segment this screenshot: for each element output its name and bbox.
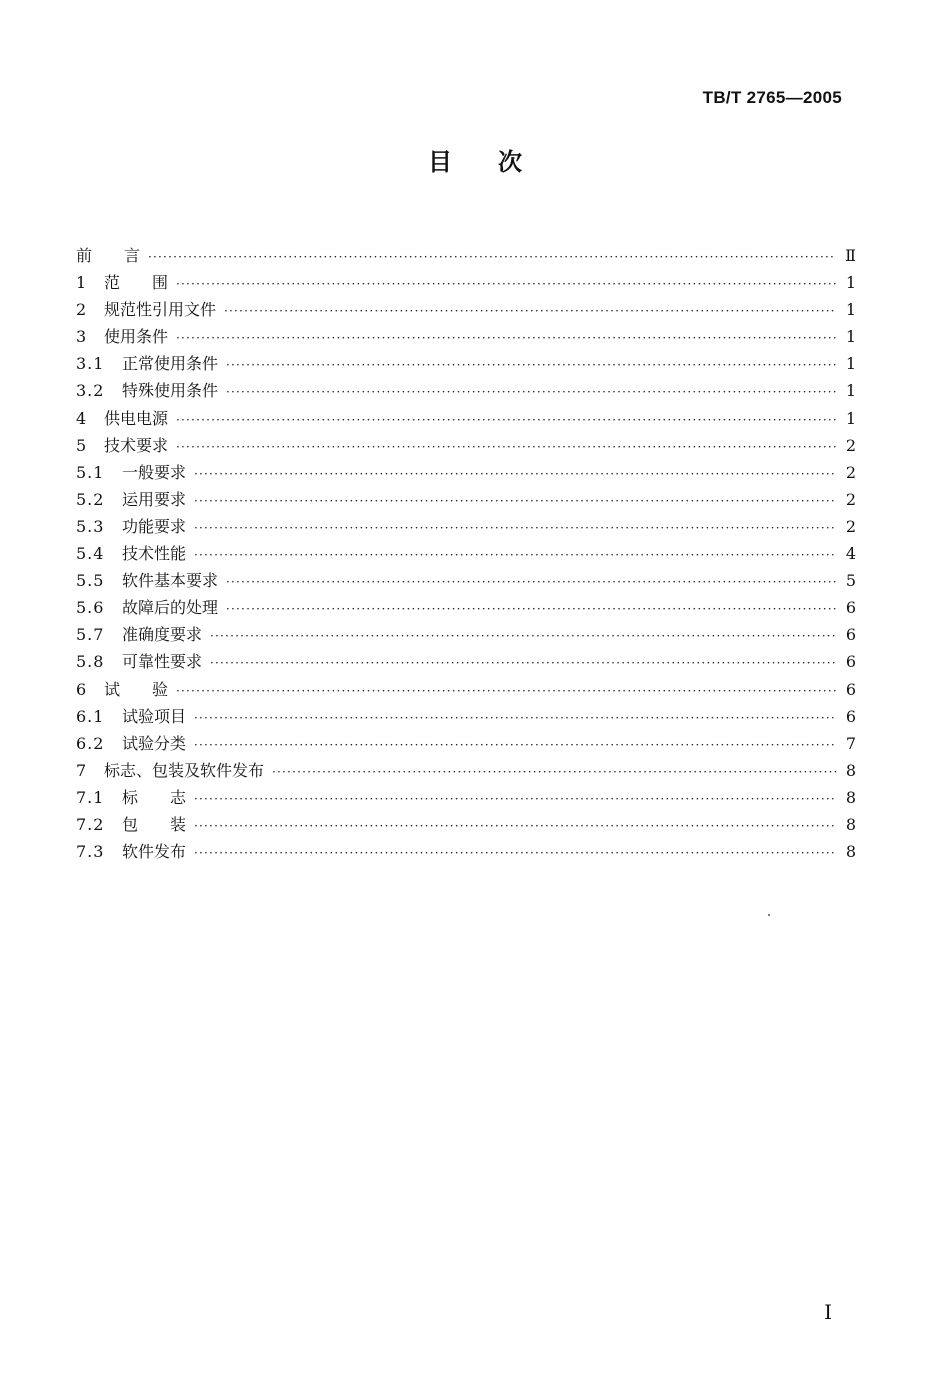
toc-entry-label: 可靠性要求 (122, 652, 203, 672)
toc-leader-dots (272, 759, 836, 786)
toc-entry-page: 8 (845, 842, 856, 862)
toc-entry-label: 规范性引用文件 (104, 300, 217, 320)
toc-leader-dots (226, 379, 836, 406)
toc-leader-dots (194, 488, 836, 515)
toc-entry-page: 6 (845, 706, 856, 726)
toc-entry[interactable] (76, 730, 856, 757)
toc-leader-dots (194, 813, 836, 840)
toc-entry-number: 5.2 (76, 489, 105, 509)
toc-entry[interactable] (76, 676, 856, 703)
toc-entry-label: 正常使用条件 (122, 354, 219, 374)
toc-entry[interactable] (76, 811, 856, 838)
toc-leader-dots (194, 461, 836, 488)
toc-leader-dots (226, 569, 836, 596)
page-title: 目次 (428, 148, 568, 176)
toc-entry-number: 3 (76, 327, 88, 347)
toc-entry-page: 1 (845, 354, 856, 374)
toc-entry-page: 6 (845, 598, 856, 618)
toc-leader-dots (176, 325, 836, 352)
toc-entry-label: 一般要求 (122, 462, 187, 482)
toc-entry-number: 5.3 (76, 516, 105, 536)
toc-entry-page: 1 (845, 381, 856, 401)
toc-entry[interactable] (76, 432, 856, 459)
toc-entry[interactable] (76, 513, 856, 540)
toc-entry-page: Ⅱ (845, 246, 856, 265)
toc-entry-page: 8 (845, 787, 856, 807)
toc-entry-label: 供电电源 (104, 408, 169, 428)
toc-entry-label: 范 围 (104, 273, 169, 293)
toc-entry-label: 标 志 (122, 787, 187, 807)
toc-entry-page: 6 (845, 625, 856, 645)
toc-entry-number: 4 (76, 408, 88, 428)
toc-entry-number: 5.4 (76, 544, 105, 564)
toc-entry-number: 7.2 (76, 814, 105, 834)
toc-entry-number: 3.1 (76, 354, 105, 374)
toc-leader-dots (194, 515, 836, 542)
toc-entry-label: 标志、包装及软件发布 (104, 760, 265, 780)
toc-entry[interactable] (76, 540, 856, 567)
toc-entry[interactable] (76, 703, 856, 730)
toc-leader-dots (176, 678, 836, 705)
toc-leader-dots (194, 732, 836, 759)
toc-leader-dots (176, 407, 836, 434)
scan-speck (768, 914, 770, 916)
toc-entry-number: 7 (76, 760, 88, 780)
toc-entry-label: 运用要求 (122, 489, 187, 509)
toc-entry-number: 2 (76, 300, 88, 320)
toc-entry-number: 5 (76, 435, 88, 455)
toc-entry-label: 特殊使用条件 (122, 381, 219, 401)
toc-entry-label: 故障后的处理 (122, 598, 219, 618)
toc-entry[interactable] (76, 648, 856, 675)
toc-entry-page: 8 (845, 760, 856, 780)
toc-entry-page: 1 (845, 408, 856, 428)
toc-entry[interactable] (76, 567, 856, 594)
toc-entry-number: 5.1 (76, 462, 105, 482)
toc-entry-label: 功能要求 (122, 516, 187, 536)
toc-entry-number: 5.5 (76, 571, 105, 591)
toc-leader-dots (148, 244, 836, 271)
toc-entry-page: 5 (845, 571, 856, 591)
toc-entry[interactable] (76, 486, 856, 513)
toc-entry-page: 1 (845, 273, 856, 293)
toc-entry-page: 2 (845, 462, 856, 482)
toc-entry[interactable] (76, 242, 856, 269)
toc-entry[interactable] (76, 838, 856, 865)
toc-entry-label: 软件发布 (122, 842, 187, 862)
toc-entry-label: 软件基本要求 (122, 571, 219, 591)
table-of-contents (76, 242, 856, 865)
toc-entry-number: 7.1 (76, 787, 105, 807)
toc-leader-dots (194, 840, 836, 867)
toc-entry[interactable] (76, 621, 856, 648)
toc-entry-number: 3.2 (76, 381, 105, 401)
toc-entry-number: 6 (76, 679, 88, 699)
toc-entry-number: 5.6 (76, 598, 105, 618)
toc-entry-label: 包 装 (122, 814, 187, 834)
toc-entry-label: 前 言 (76, 246, 141, 265)
toc-leader-dots (194, 786, 836, 813)
toc-entry-page: 6 (845, 679, 856, 699)
toc-entry-number: 6.1 (76, 706, 105, 726)
toc-entry-number: 5.8 (76, 652, 105, 672)
toc-entry[interactable] (76, 377, 856, 404)
toc-leader-dots (210, 623, 836, 650)
toc-entry[interactable] (76, 350, 856, 377)
toc-entry-page: 4 (845, 544, 856, 564)
toc-leader-dots (176, 434, 836, 461)
toc-entry-label: 准确度要求 (122, 625, 203, 645)
toc-entry-page: 2 (845, 489, 856, 509)
toc-entry-number: 7.3 (76, 842, 105, 862)
toc-entry-page: 8 (845, 814, 856, 834)
toc-entry[interactable] (76, 269, 856, 296)
toc-entry-number: 1 (76, 273, 88, 293)
page-number: I (824, 1300, 832, 1324)
toc-entry[interactable] (76, 784, 856, 811)
toc-entry-page: 2 (845, 435, 856, 455)
toc-entry-label: 试验分类 (122, 733, 187, 753)
toc-entry-number: 5.7 (76, 625, 105, 645)
toc-entry[interactable] (76, 757, 856, 784)
toc-entry[interactable] (76, 323, 856, 350)
toc-entry-label: 技术性能 (122, 544, 187, 564)
toc-entry-page: 6 (845, 652, 856, 672)
toc-entry-label: 使用条件 (104, 327, 169, 347)
toc-entry-page: 7 (845, 733, 856, 753)
toc-entry-label: 技术要求 (104, 435, 169, 455)
toc-entry-label: 试 验 (104, 679, 169, 699)
toc-leader-dots (194, 542, 836, 569)
toc-entry[interactable] (76, 405, 856, 432)
toc-entry[interactable] (76, 296, 856, 323)
toc-leader-dots (226, 596, 836, 623)
toc-entry-number: 6.2 (76, 733, 105, 753)
toc-entry[interactable] (76, 459, 856, 486)
toc-entry-page: 2 (845, 516, 856, 536)
toc-leader-dots (176, 271, 836, 298)
toc-entry-page: 1 (845, 300, 856, 320)
toc-leader-dots (224, 298, 836, 325)
toc-entry-label: 试验项目 (122, 706, 187, 726)
toc-entry[interactable] (76, 594, 856, 621)
toc-leader-dots (210, 650, 836, 677)
toc-leader-dots (226, 352, 836, 379)
toc-leader-dots (194, 705, 836, 732)
standard-code: TB/T 2765—2005 (702, 88, 842, 107)
toc-entry-page: 1 (845, 327, 856, 347)
